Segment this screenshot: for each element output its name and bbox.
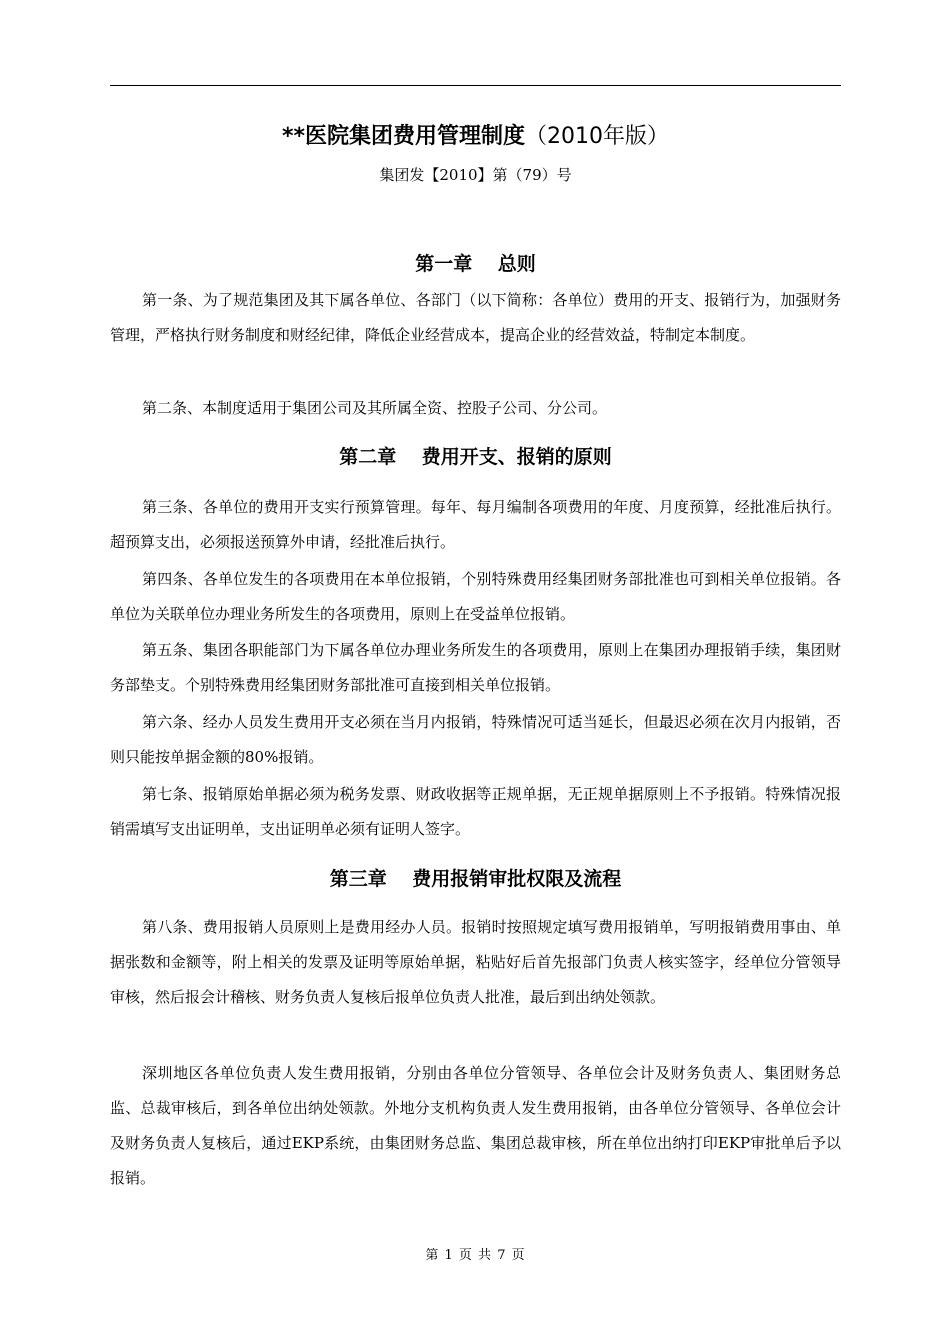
title-edition: （2010年版）: [525, 124, 669, 149]
chapter-2-heading: 第二章 费用开支、报销的原则: [339, 446, 612, 468]
article-4: 第四条、各单位发生的各项费用在本单位报销，个别特殊费用经集团财务部批准也可到相关单位报销。各单位为关联单位办理业务所发生的各项费用，原则上在受益单位报销。: [110, 570, 841, 623]
article-5: 第五条、集团各职能部门为下属各单位办理业务所发生的各项费用，原则上在集团办理报销手续，集团财务部垫支。个别特殊费用经集团财务部批准可直接到相关单位报销。: [110, 641, 841, 694]
article-7: 第七条、报销原始单据必须为税务发票、财政收据等正规单据，无正规单据原则上不予报销。特殊情况报销需填写支出证明单，支出证明单必须有证明人签字。: [110, 785, 841, 838]
article-6: 第六条、经办人员发生费用开支必须在当月内报销，特殊情况可适当延长，但最迟必须在次月内报销，否则只能按单据金额的80%报销。: [110, 713, 841, 766]
document-title: [110, 122, 841, 152]
article-2: 第二条、本制度适用于集团公司及其所属全资、控股子公司、分公司。: [142, 399, 608, 417]
page-footer: 第 1 页 共 7 页: [425, 1248, 526, 1263]
title-main: **医院集团费用管理制度: [281, 124, 525, 149]
article-8-supplement: 深圳地区各单位负责人发生费用报销，分别由各单位分管领导、各单位会计及财务负责人、集团财务总监、总裁审核后，到各单位出纳处领款。外地分支机构负责人发生费用报销，由各单位分管领导、各单位会计及财务负责人复核后，通过EKP系统，由集团财务总监、集团总裁审核，所在单位出纳打印EKP审批单后予以报销。: [110, 1064, 841, 1187]
document-number: 集团发【2010】第（79）号: [379, 166, 572, 184]
article-1: 第一条、为了规范集团及其下属各单位、各部门（以下简称：各单位）费用的开支、报销行为，加强财务管理，严格执行财务制度和财经纪律，降低企业经营成本，提高企业的经营效益，特制定本制度。: [110, 291, 841, 344]
chapter-1-heading: 第一章 总则: [415, 253, 536, 275]
header-rule: [110, 85, 841, 86]
article-8: 第八条、费用报销人员原则上是费用经办人员。报销时按照规定填写费用报销单，写明报销费用事由、单据张数和金额等，附上相关的发票及证明等原始单据，粘贴好后首先报部门负责人核实签字，经单位分管领导审核，然后报会计稽核、财务负责人复核后报单位负责人批准，最后到出纳处领款。: [110, 918, 841, 1006]
article-3: 第三条、各单位的费用开支实行预算管理。每年、每月编制各项费用的年度、月度预算，经批准后执行。超预算支出，必须报送预算外申请，经批准后执行。: [110, 498, 841, 551]
chapter-3-heading: 第三章 费用报销审批权限及流程: [329, 868, 622, 890]
